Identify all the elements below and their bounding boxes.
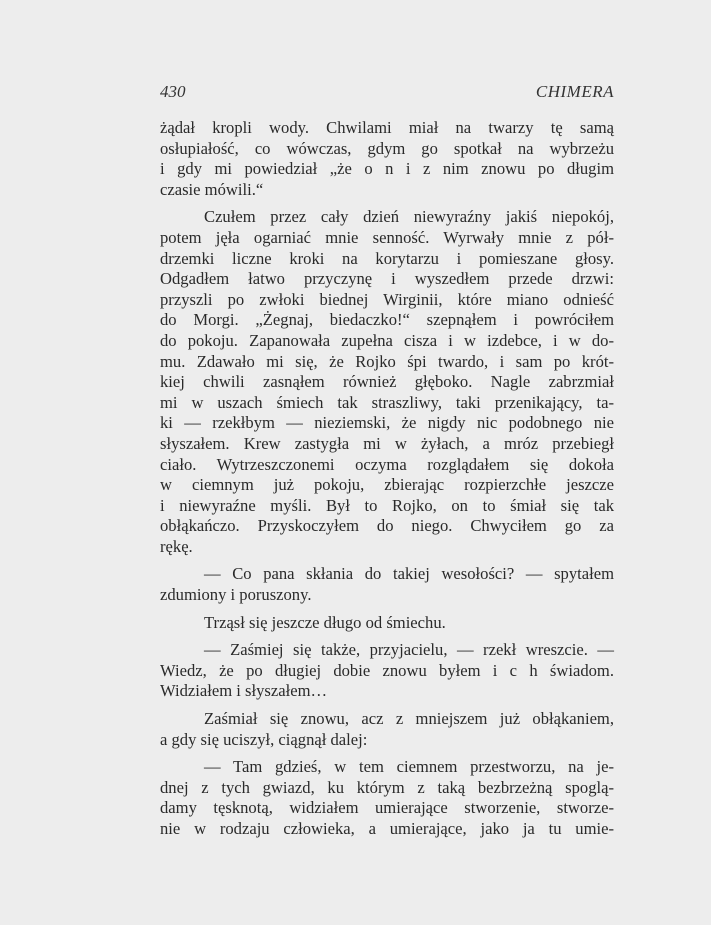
text-line: kiej chwili zasnąłem również głęboko. Nagle zabrzmiał [160,372,614,392]
page-header [160,82,614,106]
text-line: Czułem przez cały dzień niewyraźny jakiś niepokój, [204,207,614,227]
paragraph [160,757,614,839]
text-line: Widziałem i słyszałem… [160,681,328,701]
body-text [160,118,614,840]
text-line: damy tęsknotą, widziałem umierające stworzenie, stworze- [160,798,614,818]
text-line: mi w uszach śmiech tak straszliwy, taki przenikający, ta- [160,392,614,412]
text-line: słyszałem. Krew zastygła mi w żyłach, a mróz przebiegł [160,433,614,453]
text-line: i gdy mi powiedział „że o n i z nim znowu po długim [160,159,614,179]
text-line: zdumiony i poruszony. [160,585,312,605]
text-line: osłupiałość, co wówczas, gdym go spotkał na wybrzeżu [160,138,614,158]
text-line: a gdy się uciszył, ciągnął dalej: [160,729,368,749]
text-line: czasie mówili.“ [160,179,264,199]
text-line: drzemki liczne kroki na korytarzu i pomieszane głosy. [160,248,614,268]
text-line: obłąkańczo. Przyskoczyłem do niego. Chwyciłem go za [160,516,614,536]
text-line: i niewyraźne myśli. Był to Rojko, on to śmiał się tak [160,495,614,515]
paragraph [160,640,614,702]
running-title: CHIMERA [535,82,614,101]
page-number: 430 [160,82,186,101]
text-line: Trząsł się jeszcze długo od śmiechu. [204,612,446,632]
text-line: Wiedz, że po długiej dobie znowu byłem i c h świadom. [160,660,614,680]
text-line: ciało. Wytrzeszczonemi oczyma rozglądałem się dokoła [160,454,614,474]
text-line: do pokoju. Zapanowała zupełna cisza i w izdebce, i w do- [160,330,614,350]
text-line: — Co pana skłania do takiej wesołości? — spytałem [204,564,614,584]
text-line: rękę. [160,536,193,556]
text-line: nie w rodzaju człowieka, a umierające, jako ja tu umie- [160,819,614,838]
text-line: do Morgi. „Żegnaj, biedaczko!“ szepnąłem i powróciłem [160,310,614,330]
text-line: — Tam gdzieś, w tem ciemnem przestworzu, na je- [204,757,614,777]
text-line: żądał kropli wody. Chwilami miał na twarzy tę samą [160,118,614,137]
paragraph [160,709,614,750]
text-line: — Zaśmiej się także, przyjacielu, — rzekł wreszcie. — [204,640,614,660]
text-line: przyszli po zwłoki biednej Wirginii, które miano odnieść [160,289,614,309]
text-line: mu. Zdawało mi się, że Rojko śpi twardo, i sam po krót- [160,351,614,371]
paragraph [160,118,614,200]
text-line: dnej z tych gwiazd, ku którym z taką bezbrzeżną spoglą- [160,777,614,797]
text-line: ki — rzekłbym — nieziemski, że nigdy nic podobnego nie [160,413,614,433]
text-line: w ciemnym już pokoju, zbierając rozpierzchłe jeszcze [160,475,614,495]
text-line: Zaśmiał się znowu, acz z mniejszem już obłąkaniem, [204,709,614,729]
paragraph [160,564,614,605]
text-line: Odgadłem łatwo przyczynę i wyszedłem przede drzwi: [160,269,614,289]
text-line: potem jęła ogarniać mnie senność. Wyrwały mnie z pół- [160,227,614,247]
paragraph [160,207,614,557]
paragraph [160,613,614,634]
